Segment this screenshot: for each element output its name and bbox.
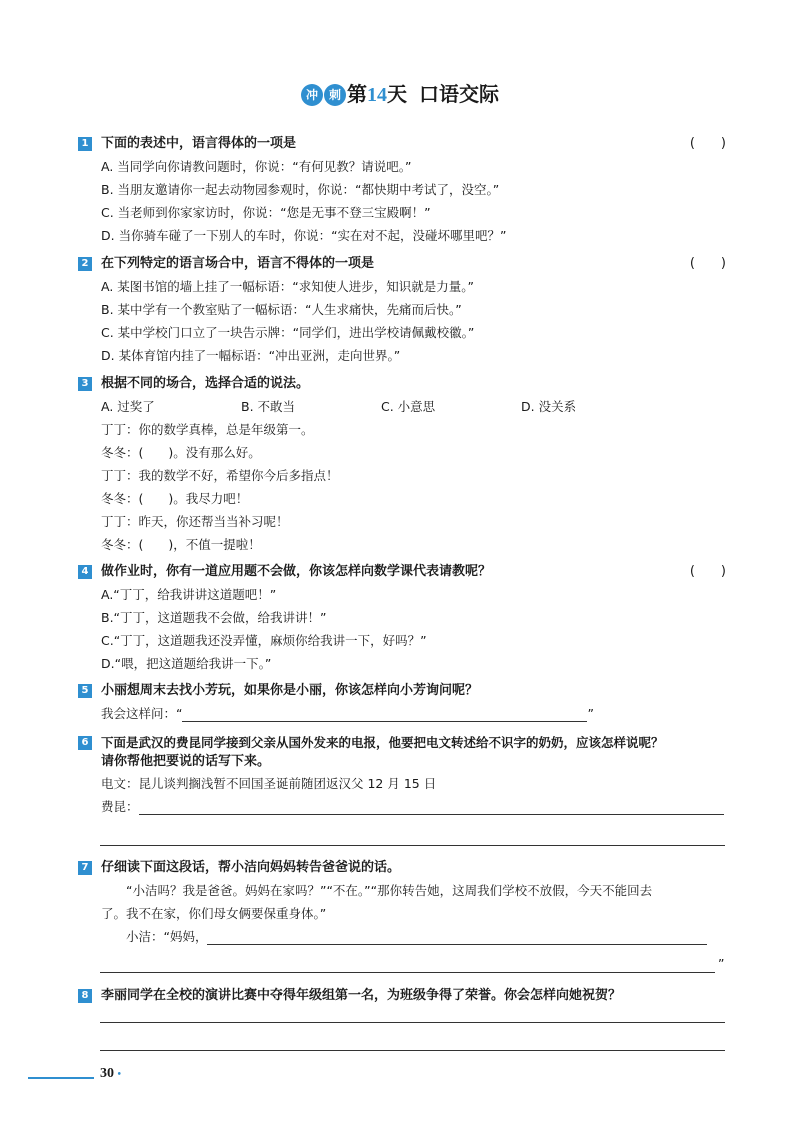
question-number: 5 [78,684,92,698]
answer-line[interactable] [100,1050,725,1051]
question-1 [78,133,728,247]
question-text-cont: 请你帮他把要说的话写下来。 [101,754,271,769]
question-3 [78,373,728,556]
question-4 [78,561,728,675]
dialogue-line[interactable]: 冬冬：( )。我尽力吧！ [101,491,249,506]
question-text: 小丽想周末去找小芳玩，如果你是小丽，你该怎样向小芳询问呢？ [101,683,479,698]
answer-row [78,925,728,948]
question-7 [78,857,728,948]
option-c: C. 当老师到你家家访时，你说：“您是无事不登三宝殿啊！” [101,205,431,220]
footer-accent-bar [28,1077,94,1079]
answer-blank[interactable] [182,708,587,722]
question-6 [78,732,728,818]
answer-row [78,795,728,818]
dialogue-line[interactable]: 冬冬：( )。没有那么好。 [101,445,261,460]
question-2 [78,253,728,367]
option-b: B.“丁丁，这道题我不会做，给我讲讲！” [101,610,327,625]
option-a: A. 当同学向你请教问题时，你说：“有何见教？请说吧。” [101,159,412,174]
option-d: D.“喂，把这道题给我讲一下。” [101,656,272,671]
chong-badge: 冲 [301,84,323,106]
answer-parentheses[interactable]: ( ) [689,564,726,579]
answer-label: 费昆： [101,799,139,814]
day-prefix: 第 [347,82,367,106]
dialogue-line: 丁丁：你的数学真棒，总是年级第一。 [101,422,314,437]
option-a: A. 某图书馆的墙上挂了一幅标语：“求知使人进步，知识就是力量。” [101,279,474,294]
question-text: 在下列特定的语言场合中，语言不得体的一项是 [101,256,375,271]
question-text: 做作业时，你有一道应用题不会做，你该怎样向数学课代表请教呢？ [101,564,492,579]
day-suffix: 天 [387,82,407,106]
dialogue-line: 丁丁：我的数学不好，希望你今后多指点！ [101,468,339,483]
answer-blank[interactable] [207,931,707,945]
option-b: B. 当朋友邀请你一起去动物园参观时，你说：“都快期中考试了，没空。” [101,182,500,197]
dialogue-line[interactable]: 冬冬：( )，不值一提啦！ [101,537,261,552]
question-number: 6 [78,736,92,750]
answer-line[interactable] [100,1022,725,1023]
question-text: 下面是武汉的费昆同学接到父亲从国外发来的电报，他要把电文转述给不识字的奶奶，应该怎样说呢？ [101,735,664,750]
answer-parentheses[interactable]: ( ) [689,256,726,271]
page-bullet: • [117,1069,122,1080]
answer-parentheses[interactable]: ( ) [689,136,726,151]
option-c: C.“丁丁，这道题我还没弄懂，麻烦你给我讲一下，好吗？” [101,633,427,648]
answer-line[interactable] [100,972,715,973]
question-text: 仔细读下面这段话，帮小洁向妈妈转告爸爸说的话。 [101,860,401,875]
ci-badge: 刺 [324,84,346,106]
answer-blank[interactable] [139,801,724,815]
choice-c: C. 小意思 [381,399,436,414]
option-c: C. 某中学校门口立了一块告示牌：“同学们，进出学校请佩戴校徽。” [101,325,475,340]
option-b: B. 某中学有一个教室贴了一幅标语：“人生求痛快，先痛而后快。” [101,302,462,317]
option-a: A.“丁丁，给我讲讲这道题吧！” [101,587,277,602]
dialogue-line: 丁丁：昨天，你还帮当当补习呢！ [101,514,289,529]
question-number: 1 [78,137,92,151]
page-title [0,78,800,107]
passage-line: “小洁吗？我是爸爸。妈妈在家吗？”“不在。”“那你转告她，这周我们学校不放假，今天不能回去 [126,883,653,898]
answer-label: 小洁：“妈妈， [126,929,208,944]
question-number: 2 [78,257,92,271]
choice-b: B. 不敢当 [241,399,296,414]
question-number: 8 [78,989,92,1003]
topic-title: 口语交际 [419,82,499,106]
question-number: 7 [78,861,92,875]
answer-line[interactable] [100,845,725,846]
answer-suffix: ” [587,706,594,721]
day-number: 14 [367,84,387,106]
question-number: 4 [78,565,92,579]
telegram-text: 电文：昆儿谈判搁浅暂不回国圣诞前随团返汉父 12 月 15 日 [101,776,437,791]
choice-row [78,395,728,418]
passage-line: 了。我不在家，你们母女俩要保重身体。” [101,906,327,921]
choice-d: D. 没关系 [521,399,577,414]
option-d: D. 某体育馆内挂了一幅标语：“冲出亚洲，走向世界。” [101,348,401,363]
page-number [100,1066,121,1082]
question-text: 根据不同的场合，选择合适的说法。 [101,376,310,391]
question-5 [78,680,728,725]
answer-row [78,702,728,725]
question-text: 李丽同学在全校的演讲比赛中夺得年级组第一名，为班级争得了荣誉。你会怎样向她祝贺？ [101,988,622,1003]
question-text: 下面的表述中，语言得体的一项是 [101,136,297,151]
answer-end-quote: ” [718,956,725,971]
question-number: 3 [78,377,92,391]
choice-a: A. 过奖了 [101,399,155,414]
option-d: D. 当你骑车碰了一下别人的车时，你说：“实在对不起，没碰坏哪里吧？” [101,228,507,243]
page-number-text: 30 [100,1066,114,1081]
question-8 [78,985,728,1007]
answer-prefix: 我会这样问：“ [101,706,183,721]
